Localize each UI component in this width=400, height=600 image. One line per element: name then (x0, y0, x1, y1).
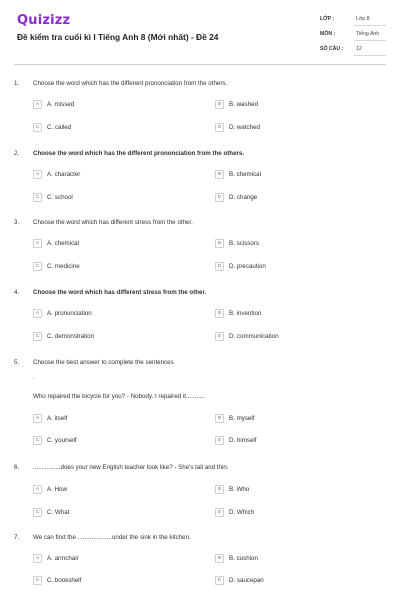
option-text: C. called (47, 124, 72, 131)
question-number: 3. (14, 219, 20, 226)
option-letter-box: D (215, 508, 224, 517)
option-text: A. How (47, 486, 67, 493)
option-letter-box: B (215, 100, 224, 109)
option-text: A. missed (47, 101, 75, 108)
option-text: B. Who (229, 486, 250, 493)
option-letter-box: A (33, 485, 42, 494)
option-text: B. chemical (229, 171, 261, 178)
option-letter-box: D (215, 262, 224, 271)
option-letter-box: D (215, 193, 224, 202)
quizizz-logo: Quizizz (17, 13, 71, 28)
option-text: A. armchair (47, 555, 79, 562)
option-text: A. pronunciation (47, 310, 92, 317)
option-letter-box: D (215, 123, 224, 132)
option-letter-box: B (215, 170, 224, 179)
option-text: C. medicine (47, 263, 80, 270)
meta-class-value: Lớp 8 (356, 16, 370, 22)
question-text: Choose the word which has the different prononciation from the others. (33, 80, 228, 87)
header-divider (14, 64, 386, 65)
option-letter-box: A (33, 239, 42, 248)
divider (354, 25, 386, 26)
divider (354, 55, 386, 56)
divider (354, 40, 386, 41)
option-text: C. bookshelf (47, 577, 82, 584)
option-letter-box: D (215, 576, 224, 585)
question-text: We can find the ....................under the sink in the kitchen. (33, 534, 191, 541)
option-text: B. myself (229, 415, 255, 422)
option-letter-box: B (215, 485, 224, 494)
option-text: B. invention (229, 310, 262, 317)
option-letter-box: C (33, 508, 42, 517)
option-letter-box: C (33, 332, 42, 341)
option-text: B. cushion (229, 555, 258, 562)
option-text: B. washed (229, 101, 258, 108)
option-text: A. itself (47, 415, 68, 422)
option-letter-box: C (33, 436, 42, 445)
option-text: C. demonstration (47, 333, 95, 340)
question-number: 4. (14, 289, 20, 296)
option-text: C. school (47, 194, 73, 201)
question-text: Choose the word which has different stress from the other. (33, 289, 207, 296)
option-letter-box: A (33, 554, 42, 563)
meta-count-value: 12 (356, 46, 362, 52)
question-number: 7. (14, 534, 20, 541)
meta-subject-value: Tiếng Anh (356, 31, 380, 37)
option-text: D. saucepan (229, 577, 264, 584)
option-text: B. scissors (229, 240, 259, 247)
question-text: Choose the word which has the different prononciation from the others. (33, 150, 245, 157)
option-text: D. watched (229, 124, 260, 131)
option-letter-box: D (215, 436, 224, 445)
option-text: D. precaution (229, 263, 266, 270)
question-number: 5. (14, 359, 20, 366)
option-letter-box: A (33, 309, 42, 318)
option-letter-box: B (215, 309, 224, 318)
option-text: A. chemical (47, 240, 79, 247)
option-letter-box: C (33, 262, 42, 271)
question-text: ................does your new English teacher look like? - She's tall and thin. (33, 464, 229, 471)
question-dot: . (33, 375, 35, 381)
question-subtext: Who repaired the bicycle for you? - Nobody. I repaired it........... (33, 393, 205, 400)
option-letter-box: A (33, 100, 42, 109)
option-letter-box: C (33, 123, 42, 132)
option-text: D. change (229, 194, 258, 201)
option-letter-box: C (33, 576, 42, 585)
question-number: 2. (14, 150, 20, 157)
question-text: Choose the best answer to complete the sentences (33, 359, 174, 366)
question-text: Choose the word which has different stress from the other. (33, 219, 193, 226)
option-letter-box: B (215, 414, 224, 423)
option-text: C. What (47, 509, 70, 516)
meta-subject-label: MÔN : (320, 31, 336, 37)
option-text: D. himself (229, 437, 257, 444)
option-text: D. Which (229, 509, 255, 516)
meta-class-label: LỚP : (320, 16, 335, 22)
question-number: 6. (14, 464, 20, 471)
option-letter-box: A (33, 170, 42, 179)
page-title: Đề kiểm tra cuối kì I Tiếng Anh 8 (Mới nhất) - Đề 24 (17, 32, 219, 42)
option-text: A. character (47, 171, 81, 178)
option-text: C. yourself (47, 437, 77, 444)
question-number: 1. (14, 80, 20, 87)
option-letter-box: B (215, 239, 224, 248)
option-letter-box: C (33, 193, 42, 202)
option-letter-box: B (215, 554, 224, 563)
meta-count-label: SỐ CÂU : (320, 46, 344, 52)
option-letter-box: A (33, 414, 42, 423)
option-text: D. communication (229, 333, 279, 340)
option-letter-box: D (215, 332, 224, 341)
